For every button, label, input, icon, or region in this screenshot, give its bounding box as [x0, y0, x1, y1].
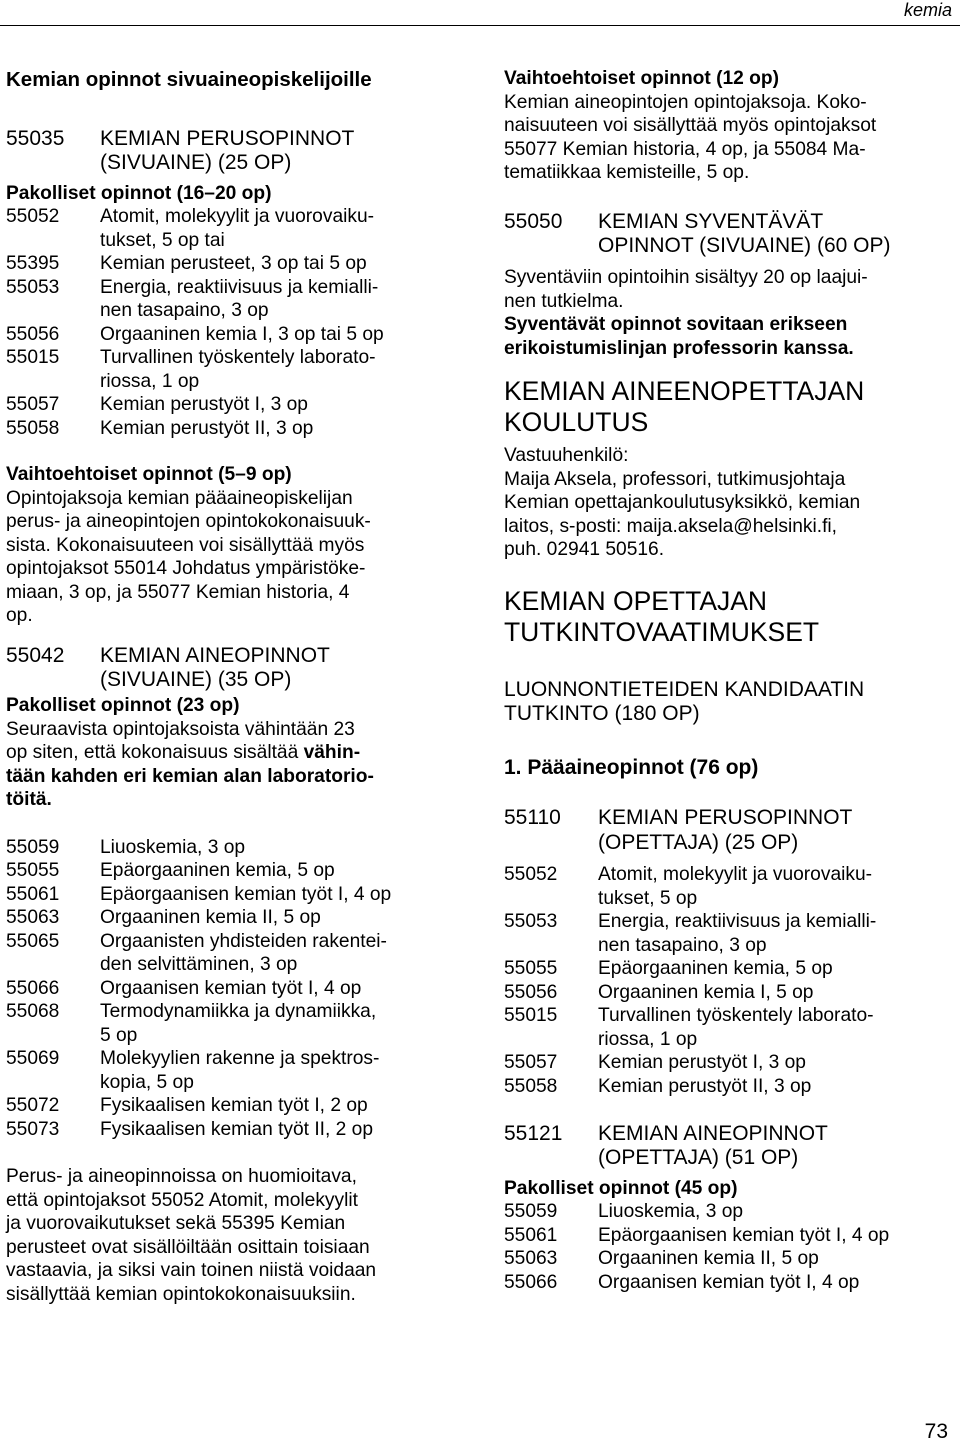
- section-title: [598, 806, 956, 855]
- course-title: [598, 981, 956, 1005]
- section-title: [100, 644, 458, 693]
- advanced-text: [504, 266, 956, 360]
- optional-text: [504, 91, 956, 185]
- course-code: 55052: [504, 864, 558, 886]
- course-row: [6, 906, 458, 930]
- section-title-line: (OPETTAJA) (25 OP): [598, 830, 799, 854]
- course-code: 55057: [504, 1052, 558, 1074]
- text-line: op.: [6, 605, 33, 627]
- section-code: 55042: [6, 643, 65, 667]
- course-code: 55056: [6, 323, 60, 345]
- course-title: [100, 1047, 458, 1094]
- course-title-line: den selvittäminen, 3 op: [100, 954, 298, 976]
- section-heading-55035: [6, 127, 458, 176]
- section-title-line: KEMIAN AINEOPINNOT: [598, 1122, 828, 1146]
- course-row: [6, 1118, 458, 1142]
- section-title-line: KEMIAN PERUSOPINNOT: [100, 127, 355, 150]
- text-line: Seuraavista opintojaksoista vähintään 23: [6, 718, 355, 740]
- course-title: [100, 836, 458, 860]
- course-code: 55058: [6, 417, 60, 439]
- course-row: [6, 930, 458, 977]
- mandatory-heading: Pakolliset opinnot (16–20 op): [6, 182, 272, 204]
- course-title-line: Fysikaalisen kemian työt I, 2 op: [100, 1095, 368, 1117]
- course-title: [100, 346, 458, 393]
- course-title: [100, 977, 458, 1001]
- course-title-line: Turvallinen työskentely laborato-: [598, 1005, 874, 1027]
- section-title-line: (SIVUAINE) (25 OP): [100, 151, 292, 175]
- course-title: [100, 205, 458, 252]
- course-code: 55015: [6, 347, 60, 369]
- course-title: [598, 910, 956, 957]
- course-row: [504, 1075, 956, 1099]
- course-list: [6, 205, 458, 440]
- optional-heading: Vaihtoehtoiset opinnot (12 op): [504, 68, 780, 89]
- degree-heading: [504, 678, 956, 727]
- course-code: 55069: [6, 1048, 60, 1070]
- course-list: [504, 863, 956, 1098]
- course-row: [6, 1047, 458, 1094]
- course-row: [6, 1094, 458, 1118]
- text-line: puh. 02941 50516.: [504, 539, 665, 561]
- course-title-line: Epäorgaanisen kemian työt I, 4 op: [100, 883, 392, 905]
- mandatory-text: [6, 718, 458, 812]
- section-title: [598, 1122, 956, 1171]
- course-title: [598, 1247, 956, 1271]
- text-line: perusteet ovat sisällöiltään osittain toisiaan: [6, 1236, 370, 1258]
- heading-line: KEMIAN OPETTAJAN: [504, 585, 768, 616]
- section-title-line: OPINNOT (SIVUAINE) (60 OP): [598, 233, 891, 257]
- text-line: Kemian aineopintojen opintojaksoja. Koko-: [504, 91, 867, 113]
- course-row: [504, 981, 956, 1005]
- text-line: sista. Kokonaisuuteen voi sisällyttää myös: [6, 534, 365, 556]
- course-title: [100, 417, 458, 441]
- course-row: [504, 1051, 956, 1075]
- right-column: [504, 67, 956, 1294]
- course-code: 55056: [504, 981, 558, 1003]
- course-title: [598, 1004, 956, 1051]
- course-title: [100, 883, 458, 907]
- text-run: op siten, että kokonaisuus sisältää: [6, 742, 304, 764]
- section-title-line: KEMIAN PERUSOPINNOT: [598, 806, 853, 830]
- note-paragraph: [6, 1165, 458, 1306]
- section-code: 55121: [504, 1122, 563, 1146]
- course-title-line: Kemian perustyöt II, 3 op: [100, 417, 314, 439]
- header-rule: [0, 25, 960, 26]
- course-title-line: Energia, reaktiivisuus ja kemialli-: [598, 911, 877, 933]
- mandatory-heading: Pakolliset opinnot (45 op): [504, 1177, 738, 1199]
- text-line: laitos, s-posti: maija.aksela@helsinki.fi,: [504, 515, 837, 537]
- section-title: [100, 127, 458, 176]
- course-title: [100, 252, 458, 276]
- course-code: 55063: [504, 1248, 558, 1270]
- text-line: ja vuorovaikutukset sekä 55395 Kemian: [6, 1213, 346, 1235]
- course-title-line: Orgaanisen kemian työt I, 4 op: [598, 1271, 860, 1293]
- course-title: [100, 323, 458, 347]
- course-row: [504, 1224, 956, 1248]
- course-title-line: Liuoskemia, 3 op: [598, 1201, 744, 1223]
- course-title-line: Fysikaalisen kemian työt II, 2 op: [100, 1118, 374, 1140]
- bold-run: vähin-: [303, 742, 361, 764]
- section-title-line: (SIVUAINE) (35 OP): [100, 667, 292, 691]
- course-row: [6, 393, 458, 417]
- optional-text: [6, 487, 458, 628]
- course-code: 55058: [504, 1075, 558, 1097]
- course-title-line: Orgaaninen kemia II, 5 op: [100, 907, 321, 929]
- course-title: [100, 1118, 458, 1142]
- section-heading-55042: [6, 644, 458, 693]
- course-title-line: Molekyylien rakenne ja spektros-: [100, 1048, 380, 1070]
- course-row: [504, 1004, 956, 1051]
- course-code: 55066: [6, 977, 60, 999]
- course-list: [6, 836, 458, 1142]
- heading-line: KEMIAN AINEENOPETTAJAN: [504, 376, 865, 407]
- section-title: [598, 210, 956, 259]
- text-line: Syventävät opinnot sovitaan erikseen: [504, 314, 848, 336]
- section-title-line: KEMIAN SYVENTÄVÄT: [598, 209, 824, 233]
- text-line: että opintojaksot 55052 Atomit, molekyylit: [6, 1189, 358, 1211]
- course-title: [598, 1051, 956, 1075]
- course-title: [100, 393, 458, 417]
- heading-line: KOULUTUS: [504, 407, 649, 438]
- teacher-training-heading: [504, 376, 956, 438]
- course-code: 55059: [6, 836, 60, 858]
- course-code: 55068: [6, 1001, 60, 1023]
- major-heading: 1. Pääaineopinnot (76 op): [504, 756, 759, 780]
- section-heading-55121: [504, 1122, 956, 1171]
- course-row: [504, 1271, 956, 1295]
- course-title: [100, 859, 458, 883]
- course-title-line: riossa, 1 op: [100, 370, 200, 392]
- text-line: naisuuteen voi sisällyttää myös opintojaksot: [504, 115, 877, 136]
- course-title-line: Termodynamiikka ja dynamiikka,: [100, 1001, 377, 1023]
- text-line: töitä.: [6, 789, 52, 811]
- text-line: Syventäviin opintoihin sisältyy 20 op laajui-: [504, 267, 868, 289]
- course-title: [100, 930, 458, 977]
- course-title-line: Atomit, molekyylit ja vuorovaiku-: [598, 864, 873, 886]
- course-title-line: riossa, 1 op: [598, 1028, 698, 1050]
- course-title: [598, 1075, 956, 1099]
- course-code: 55059: [504, 1201, 558, 1223]
- course-row: [504, 863, 956, 910]
- text-line: nen tutkielma.: [504, 290, 624, 312]
- text-line: Perus- ja aineopinnoissa on huomioitava,: [6, 1166, 357, 1188]
- left-column: [6, 60, 458, 1306]
- text-line: erikoistumislinjan professorin kanssa.: [504, 337, 854, 359]
- text-line: tään kahden eri kemian alan laboratorio-: [6, 765, 374, 787]
- course-row: [6, 323, 458, 347]
- course-code: 55055: [504, 958, 558, 980]
- heading-line: TUTKINTOVAATIMUKSET: [504, 616, 820, 647]
- text-line: perus- ja aineopintojen opintokokonaisuuk-: [6, 511, 371, 533]
- text-line: Kemian opettajankoulutusyksikkö, kemian: [504, 492, 861, 514]
- course-row: [6, 252, 458, 276]
- course-row: [504, 910, 956, 957]
- course-row: [504, 957, 956, 981]
- course-list: [504, 1200, 956, 1294]
- course-code: 55063: [6, 907, 60, 929]
- section-heading-55050: [504, 210, 956, 259]
- text-line: Maija Aksela, professori, tutkimusjohtaja: [504, 468, 846, 490]
- course-code: 55057: [6, 394, 60, 416]
- course-title: [598, 1271, 956, 1295]
- course-row: [6, 205, 458, 252]
- course-title-line: Orgaaninen kemia II, 5 op: [598, 1248, 819, 1270]
- course-code: 55066: [504, 1271, 558, 1293]
- course-row: [6, 883, 458, 907]
- course-title-line: Epäorgaaninen kemia, 5 op: [598, 958, 833, 980]
- course-code: 55055: [6, 860, 60, 882]
- course-title: [100, 906, 458, 930]
- text-line: tematiikkaa kemisteille, 5 op.: [504, 162, 750, 183]
- course-title: [100, 1094, 458, 1118]
- course-title-line: Orgaanisen kemian työt I, 4 op: [100, 977, 362, 999]
- course-title-line: Kemian perustyöt II, 3 op: [598, 1075, 812, 1097]
- section-heading-55110: [504, 806, 956, 855]
- course-title-line: Orgaanisten yhdisteiden rakentei-: [100, 930, 387, 952]
- course-title-line: Orgaaninen kemia I, 5 op: [598, 981, 814, 1003]
- course-title-line: Kemian perustyöt I, 3 op: [100, 394, 308, 416]
- course-title: [598, 1200, 956, 1224]
- course-code: 55015: [504, 1005, 558, 1027]
- text-line: opintojaksot 55014 Johdatus ympäristöke-: [6, 558, 366, 580]
- text-line: Vastuuhenkilö:: [504, 445, 629, 467]
- course-title-line: Energia, reaktiivisuus ja kemialli-: [100, 276, 379, 298]
- course-title-line: 5 op: [100, 1024, 138, 1046]
- text-line: 55077 Kemian historia, 4 op, ja 55084 Ma-: [504, 138, 866, 160]
- course-code: 55061: [6, 883, 60, 905]
- course-title-line: Turvallinen työskentely laborato-: [100, 347, 376, 369]
- text-line: Opintojaksoja kemian pääaineopiskelijan: [6, 487, 353, 509]
- course-title-line: Kemian perustyöt I, 3 op: [598, 1052, 806, 1074]
- course-row: [504, 1247, 956, 1271]
- optional-heading: Vaihtoehtoiset opinnot (5–9 op): [6, 464, 292, 486]
- section-code: 55110: [504, 806, 561, 830]
- course-row: [6, 859, 458, 883]
- course-row: [504, 1200, 956, 1224]
- course-title-line: nen tasapaino, 3 op: [598, 934, 767, 956]
- text-line: miaan, 3 op, ja 55077 Kemian historia, 4: [6, 581, 350, 603]
- heading-line: LUONNONTIETEIDEN KANDIDAATIN: [504, 677, 865, 701]
- page-number: 73: [924, 1420, 948, 1443]
- requirements-heading: [504, 586, 956, 648]
- course-row: [6, 836, 458, 860]
- contact-block: [504, 444, 956, 562]
- course-row: [6, 1000, 458, 1047]
- course-title: [100, 276, 458, 323]
- course-code: 55072: [6, 1095, 60, 1117]
- course-title: [100, 1000, 458, 1047]
- course-title-line: Epäorgaanisen kemian työt I, 4 op: [598, 1224, 890, 1246]
- mandatory-heading: Pakolliset opinnot (23 op): [6, 695, 240, 717]
- course-title-line: Liuoskemia, 3 op: [100, 836, 246, 858]
- running-header: [0, 0, 960, 30]
- page-title: Kemian opinnot sivuaineopiskelijoille: [6, 68, 372, 91]
- course-code: 55073: [6, 1118, 60, 1140]
- course-row: [6, 417, 458, 441]
- heading-line: TUTKINTO (180 OP): [504, 701, 700, 725]
- course-title-line: Kemian perusteet, 3 op tai 5 op: [100, 253, 367, 275]
- course-title-line: Epäorgaaninen kemia, 5 op: [100, 860, 335, 882]
- section-code: 55035: [6, 127, 65, 150]
- course-code: 55053: [6, 276, 60, 298]
- course-title: [598, 957, 956, 981]
- section-title-line: (OPETTAJA) (51 OP): [598, 1146, 799, 1170]
- course-code: 55052: [6, 206, 60, 228]
- course-code: 55053: [504, 911, 558, 933]
- course-code: 55065: [6, 930, 60, 952]
- text-line: [6, 741, 458, 765]
- course-title-line: tukset, 5 op: [598, 887, 698, 909]
- course-title: [598, 863, 956, 910]
- text-line: sisällyttää kemian opintokokonaisuuksiin.: [6, 1283, 356, 1305]
- course-title-line: tukset, 5 op tai: [100, 229, 225, 251]
- course-code: 55395: [6, 253, 60, 275]
- course-code: 55061: [504, 1224, 558, 1246]
- course-row: [6, 276, 458, 323]
- section-title-line: KEMIAN AINEOPINNOT: [100, 643, 330, 667]
- running-title: kemia: [903, 0, 952, 20]
- course-row: [6, 346, 458, 393]
- course-row: [6, 977, 458, 1001]
- text-line: vastaavia, ja siksi vain toinen niistä voidaan: [6, 1260, 377, 1282]
- course-title-line: kopia, 5 op: [100, 1071, 194, 1093]
- section-code: 55050: [504, 209, 563, 233]
- course-title-line: Orgaaninen kemia I, 3 op tai 5 op: [100, 323, 384, 345]
- course-title: [598, 1224, 956, 1248]
- course-title-line: nen tasapaino, 3 op: [100, 300, 269, 322]
- course-title-line: Atomit, molekyylit ja vuorovaiku-: [100, 206, 375, 228]
